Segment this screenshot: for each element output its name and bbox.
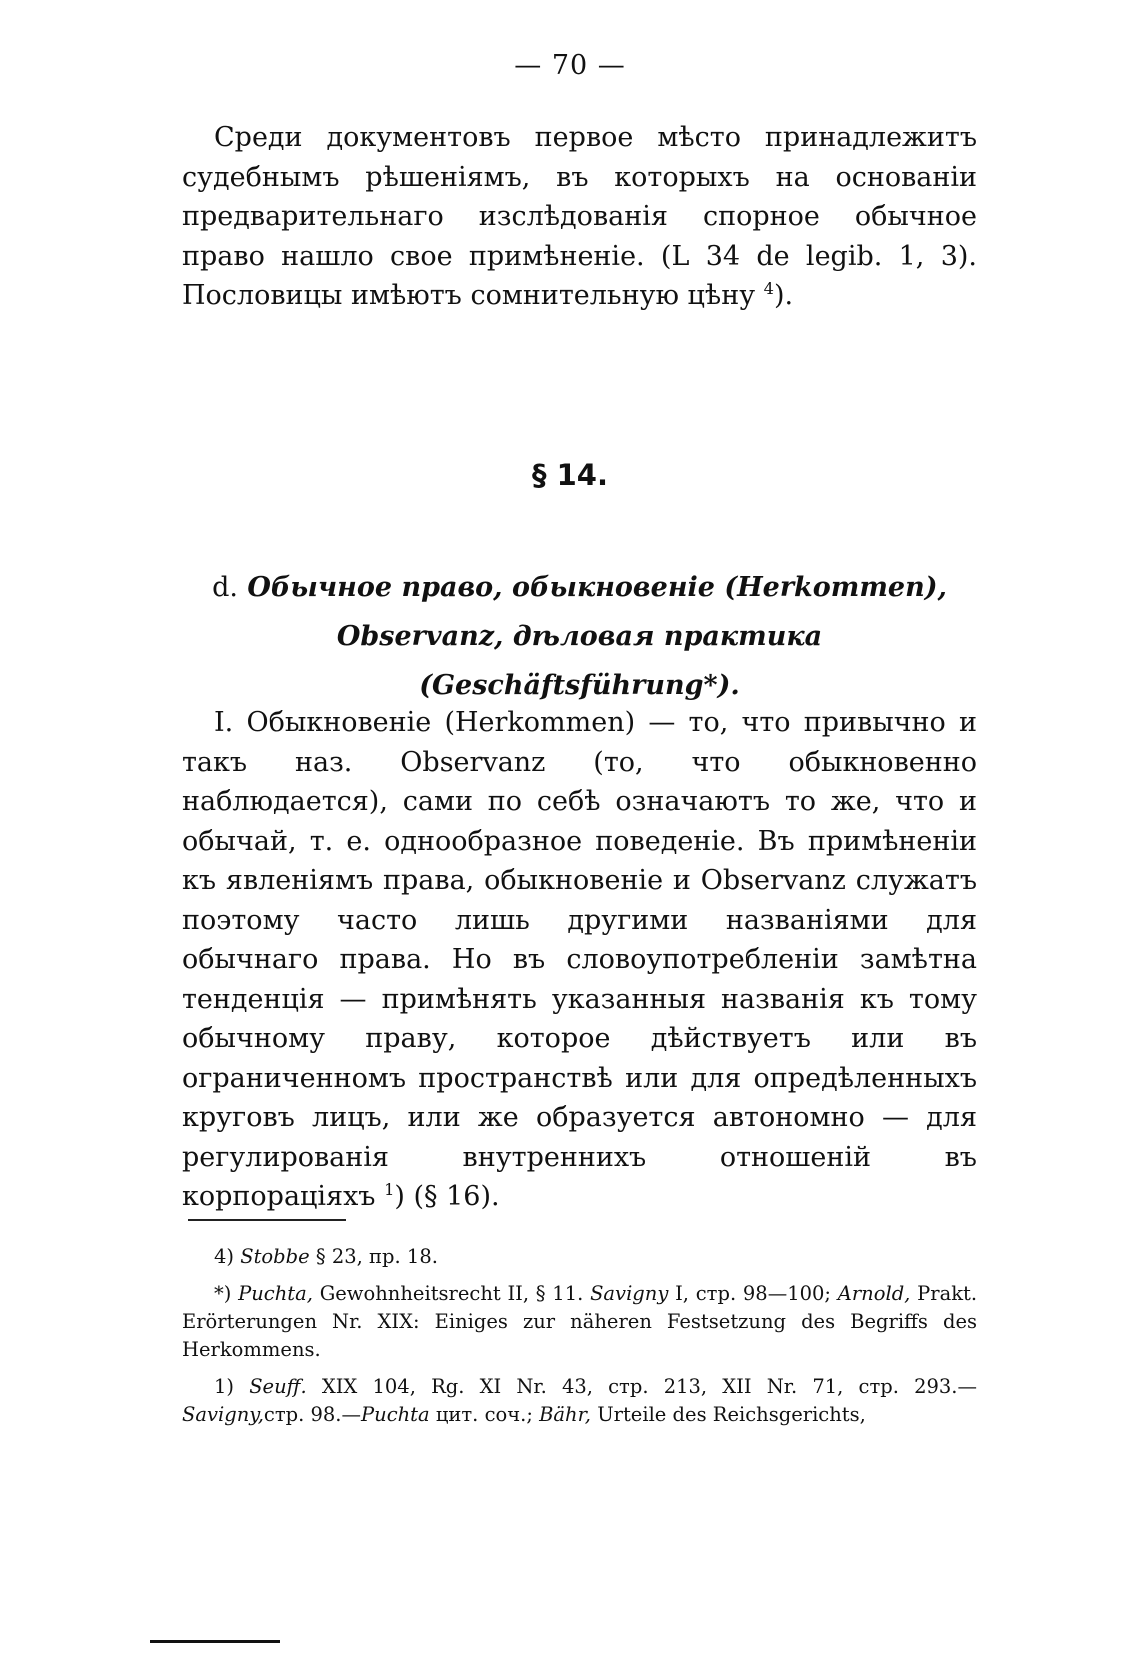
heading-lead: d. [212,572,238,603]
footnote-author: Seuff. [249,1375,307,1398]
main-tail: ) (§ 16). [394,1181,500,1212]
main-paragraph [182,703,977,1217]
footnote-text: I, стр. 98—100; [675,1282,831,1305]
footnote-author: Stobbe [240,1245,310,1268]
footnote-text: XIX 104, Rg. XI Nr. 43, стр. 213, XII Nr. 71, стр. 293.— [321,1375,977,1398]
footnote-mark: 1) [214,1375,235,1398]
footnote-author: Puchta [361,1403,430,1426]
footnote-text: стр. 98.— [263,1403,362,1426]
footnote-ref-1[interactable]: 1 [384,1180,395,1199]
footnote-author: Arnold, [837,1282,911,1305]
footnote-text: Prakt. Erörterungen Nr. XIX: Einiges zur näheren Festsetzung des Begriffs des Herkommens. [182,1282,978,1361]
main-text: I. Обыкновеніе (Herkommen) — то, что привычно и такъ наз. Observanz (то, что обыкновенно наблюдается), сами по себѣ означаютъ то же, что и обычай, т. е. однообразное поведеніе. Въ примѣненіи къ явленіямъ права, обыкновеніе и Observanz служатъ поэтому часто лишь другими названіями для обычнаго права. Но въ словоупотребленіи замѣтна тенденція — примѣнять указанныя названія къ тому обычному праву, которое дѣйствуетъ или въ ограниченномъ пространствѣ или для опредѣленныхъ круговъ лицъ, или же образуется автономно — для регулированія внутреннихъ отношеній въ корпораціяхъ [182,707,977,1212]
intro-text: Среди документовъ первое мѣсто принадлежитъ судебнымъ рѣшеніямъ, въ которыхъ на основаніи предварительнаго изслѣдованія спорное обычное право нашло свое примѣненіе. (L 34 de legib. 1, 3). Пословицы имѣютъ сомнительную цѣну [182,122,977,311]
footnote-text: цит. соч.; [435,1403,533,1426]
footnote-author: Savigny [590,1282,669,1305]
bottom-printer-rule [150,1640,280,1643]
footnote-author: Savigny, [182,1403,264,1426]
footnotes [182,1243,977,1438]
footnote-mark: 4) [214,1245,235,1268]
footnote-text: § 23, пр. 18. [315,1245,438,1268]
footnote-4 [182,1243,977,1271]
footnote-divider [188,1219,346,1221]
section-number: § 14. [532,458,608,492]
page-number: — 70 — [514,50,626,81]
section-heading [182,563,977,710]
footnote-text: Urteile des Reichsgerichts, [597,1403,866,1426]
footnote-text: Gewohnheitsrecht II, § 11. [319,1282,584,1305]
footnote-mark: *) [214,1282,232,1305]
footnote-ref-4[interactable]: 4 [763,279,774,298]
intro-tail: ). [773,280,794,311]
heading-title: Обычное право, обыкновеніе (Herkommen), Observanz, дѣловая практика (Geschäftsführung*). [247,572,947,701]
footnote-1 [182,1373,977,1429]
footnote-author: Puchta, [238,1282,313,1305]
intro-paragraph [182,118,977,316]
footnote-star [182,1280,977,1364]
footnote-author: Bähr, [539,1403,591,1426]
